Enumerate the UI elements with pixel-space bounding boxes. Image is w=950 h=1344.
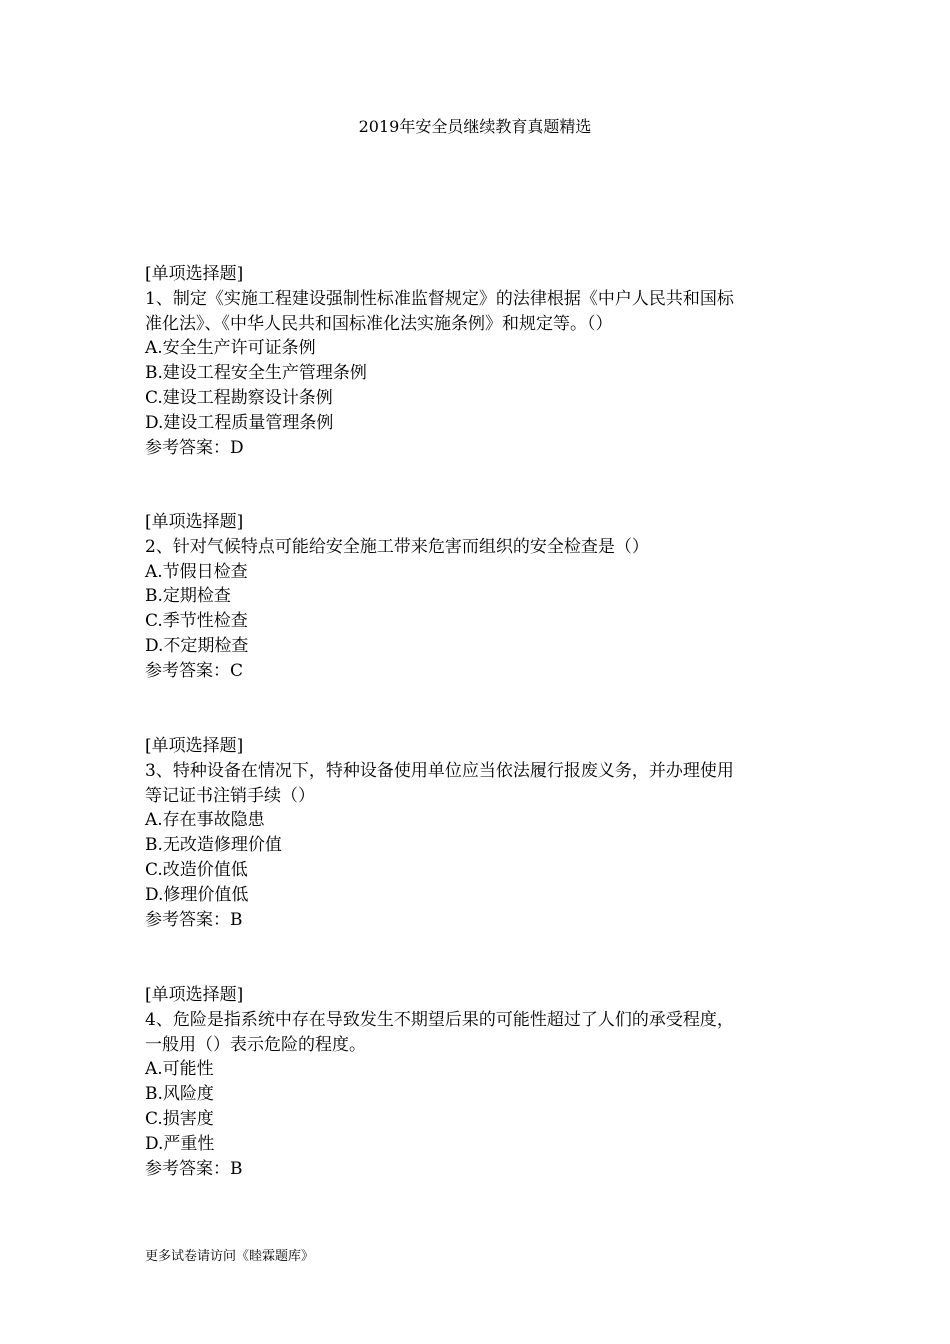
question-stem-line: 一般用（）表示危险的程度。 — [145, 1034, 366, 1055]
question-stem-line: 等记证书注销手续（） — [145, 785, 315, 806]
option-c: C.改造价值低 — [145, 859, 248, 880]
question-stem-line: 4、危险是指系统中存在导致发生不期望后果的可能性超过了人们的承受程度， — [145, 1009, 734, 1030]
option-d: D.修理价值低 — [145, 884, 249, 905]
question-type-label: [单项选择题] — [145, 512, 244, 532]
document-title: 2019年安全员继续教育真题精选 — [358, 117, 592, 136]
question-block-3 — [145, 734, 815, 932]
question-stem-line: 3、特种设备在情况下，特种设备使用单位应当依法履行报废义务，并办理使用 — [145, 760, 734, 781]
option-c: C.损害度 — [145, 1108, 214, 1129]
option-b: B.无改造修理价值 — [145, 835, 282, 856]
option-a: A.可能性 — [145, 1059, 214, 1080]
question-type-label: [单项选择题] — [145, 264, 244, 284]
option-c: C.季节性检查 — [145, 611, 248, 632]
question-stem-line: 准化法》、《中华人民共和国标准化法实施条例》和规定等。（） — [145, 313, 613, 334]
question-type-label: [单项选择题] — [145, 985, 244, 1005]
option-c: C.建设工程勘察设计条例 — [145, 387, 333, 408]
reference-answer: 参考答案：B — [145, 909, 243, 930]
option-d: D.建设工程质量管理条例 — [145, 412, 334, 433]
reference-answer: 参考答案：C — [145, 660, 244, 681]
reference-answer: 参考答案：D — [145, 437, 244, 458]
question-block-1 — [145, 262, 815, 460]
option-a: A.安全生产许可证条例 — [145, 338, 316, 359]
question-stem-line: 2、针对气候特点可能给安全施工带来危害而组织的安全检查是（） — [145, 536, 649, 557]
option-a: A.存在事故隐患 — [145, 810, 265, 831]
option-b: B.建设工程安全生产管理条例 — [145, 363, 367, 384]
reference-answer: 参考答案：B — [145, 1158, 243, 1179]
option-b: B.定期检查 — [145, 586, 231, 607]
option-d: D.严重性 — [145, 1133, 215, 1154]
question-type-label: [单项选择题] — [145, 736, 244, 756]
option-b: B.风险度 — [145, 1084, 214, 1105]
question-stem-line: 1、制定《实施工程建设强制性标准监督规定》的法律根据《中户人民共和国标 — [145, 288, 734, 309]
question-block-2 — [145, 510, 815, 684]
question-block-4 — [145, 983, 815, 1181]
page-footer: 更多试卷请访问《睦霖题库》 — [145, 1249, 315, 1264]
option-d: D.不定期检查 — [145, 635, 249, 656]
option-a: A.节假日检查 — [145, 561, 248, 582]
